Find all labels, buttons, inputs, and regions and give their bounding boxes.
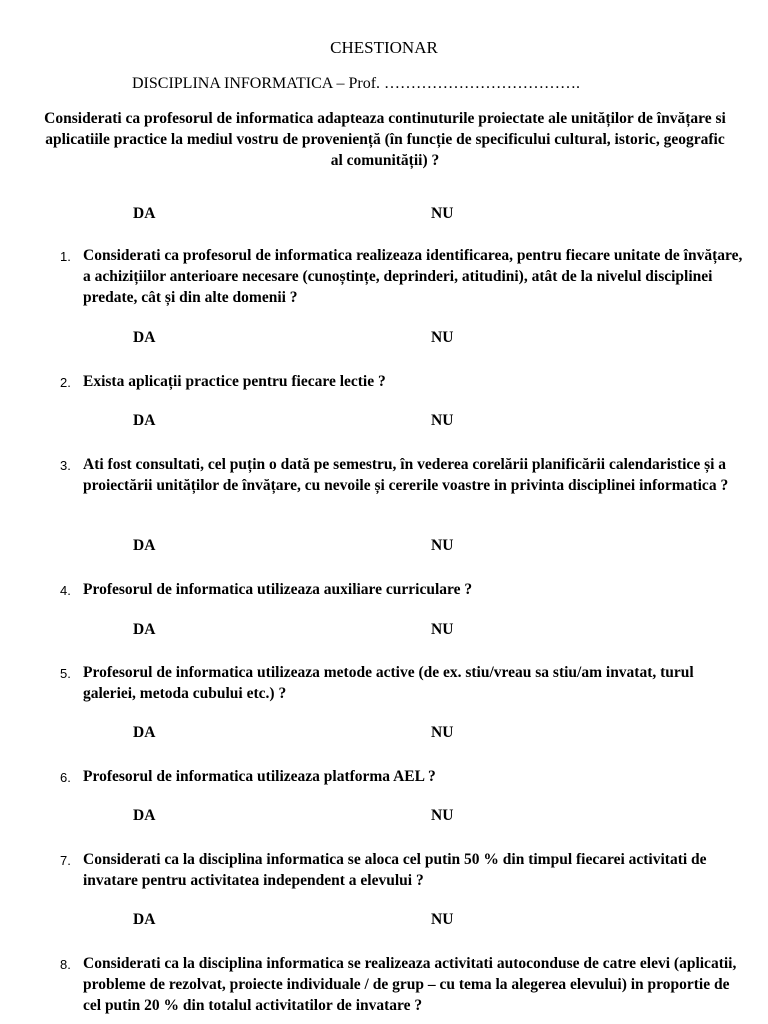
answer-da[interactable]: DA: [133, 537, 156, 554]
question-text: Profesorul de informatica utilizeaza metode active (de ex. stiu/vreau sa stiu/am invatat, turul galeriei, metoda cubului etc.) ?: [83, 664, 694, 702]
question-item: [60, 245, 750, 308]
question-number: 4.: [60, 583, 71, 598]
answer-nu[interactable]: NU: [431, 621, 454, 638]
answer-nu[interactable]: NU: [431, 911, 454, 928]
question-text: Ati fost consultati, cel puțin o dată pe semestru, în vederea corelării planificării calendaristice și a proiectării unităților de învățare, cu nevoile și cererile voastre in privinta disciplinei informatica ?: [83, 456, 729, 494]
answer-da[interactable]: DA: [133, 807, 156, 824]
question-item: [60, 579, 750, 600]
question-text: Profesorul de informatica utilizeaza platforma AEL ?: [83, 768, 436, 785]
question-text: Considerati ca profesorul de informatica realizeaza identificarea, pentru fiecare unitate de învățare, a achizițiilor anterioare necesare (cunoștințe, deprinderi, atitudini), atât de la nivelul disciplinei predate, cât și din alte domenii ?: [83, 247, 743, 306]
question-number: 5.: [60, 666, 71, 681]
discipline-line: DISCIPLINA INFORMATICA – Prof. ……………………………….: [132, 75, 581, 92]
answer-da[interactable]: DA: [133, 205, 156, 222]
question-text: Exista aplicații practice pentru fiecare lectie ?: [83, 373, 386, 390]
question-number: 6.: [60, 770, 71, 785]
answer-nu[interactable]: NU: [431, 329, 454, 346]
question-number: 1.: [60, 249, 71, 264]
question-number: 3.: [60, 458, 71, 473]
question-number: 2.: [60, 375, 71, 390]
answer-nu[interactable]: NU: [431, 807, 454, 824]
question-item: [60, 371, 750, 392]
answer-nu[interactable]: NU: [431, 537, 454, 554]
question-item: [60, 454, 750, 496]
answer-da[interactable]: DA: [133, 621, 156, 638]
answer-da[interactable]: DA: [133, 911, 156, 928]
question-text: Considerati ca la disciplina informatica se realizeaza activitati autoconduse de catre elevi (aplicatii, probleme de rezolvat, proiecte individuale / de grup – cu tema la alegerea elevului) in proportie de cel putin 20 % din totalul activitatilor de invatare ?: [83, 955, 737, 1014]
question-text: Profesorul de informatica utilizeaza auxiliare curriculare ?: [83, 581, 473, 598]
answer-da[interactable]: DA: [133, 329, 156, 346]
question-item: [60, 766, 750, 787]
answer-da[interactable]: DA: [133, 412, 156, 429]
answer-nu[interactable]: NU: [431, 412, 454, 429]
intro-question: Considerati ca profesorul de informatica adapteaza continuturile proiectate ale unităților de învățare si aplicatiile practice la mediul vostru de proveniență (în funcție de specificului cultural, istoric, geografic al comunității) ?: [44, 110, 726, 169]
question-text: Considerati ca la disciplina informatica se aloca cel putin 50 % din timpul fiecarei activitati de invatare pentru activitatea independent a elevului ?: [83, 851, 707, 889]
answer-nu[interactable]: NU: [431, 724, 454, 741]
question-number: 8.: [60, 957, 71, 972]
answer-da[interactable]: DA: [133, 724, 156, 741]
question-item: [60, 662, 750, 704]
page-title: CHESTIONAR: [330, 38, 438, 57]
question-number: 7.: [60, 853, 71, 868]
question-item: [60, 953, 750, 1016]
question-item: [60, 849, 750, 891]
answer-nu[interactable]: NU: [431, 205, 454, 222]
